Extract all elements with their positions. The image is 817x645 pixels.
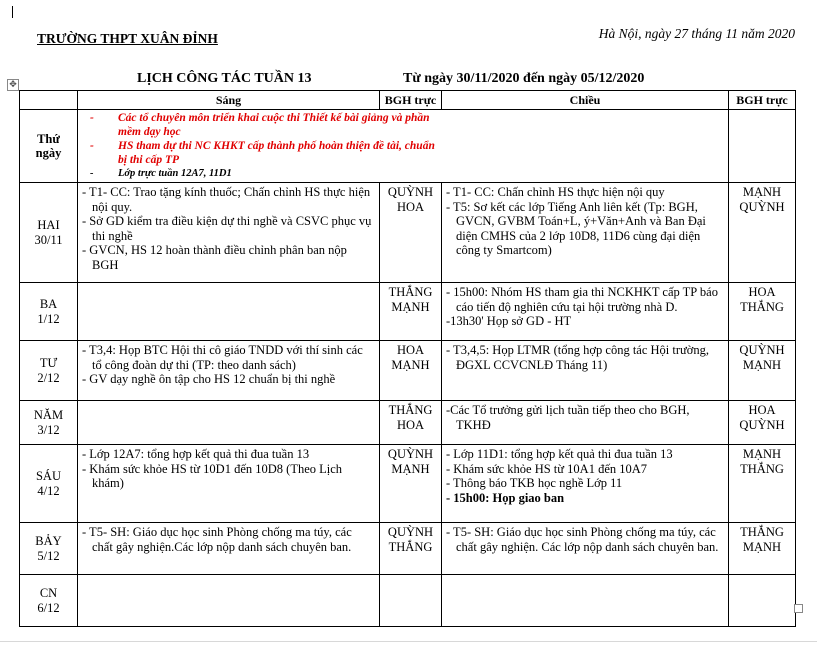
duty-name: MẠNH (391, 461, 430, 476)
week-note: - HS tham dự thi NC KHKT cấp thành phố hoàn thiện đề tài, chuẩn bị thi cấp TP (90, 140, 435, 166)
week-notes-cell (78, 110, 442, 183)
schedule-row (20, 183, 796, 283)
duty-name: HOA (396, 417, 425, 432)
duty-name: QUỲNH (739, 199, 785, 214)
header-morning: Sáng (78, 91, 380, 110)
activity-item: -Các Tổ trưởng gửi lịch tuần tiếp theo cho BGH, TKHĐ (446, 403, 690, 432)
bgh-afternoon-cell (729, 401, 796, 445)
week-notes-afternoon (442, 110, 729, 183)
duty-name: MẠNH (742, 185, 782, 199)
header-bgh-afternoon: BGH trực (729, 91, 796, 110)
day-cell (20, 283, 78, 341)
schedule-row (20, 523, 796, 575)
day-name: CN (39, 586, 58, 600)
bgh-afternoon-cell (729, 445, 796, 523)
duty-name: QUỲNH (739, 343, 785, 357)
activity-item: - 15h00: Nhóm HS tham gia thi NCKHKT cấp TP báo cáo tiến độ nghiên cứu tại hội trường nhà D. (446, 285, 718, 314)
bgh-afternoon-cell (729, 575, 796, 627)
morning-cell (78, 445, 380, 523)
day-date: 2/12 (37, 370, 60, 385)
duty-name: MẠNH (391, 357, 430, 372)
morning-cell (78, 523, 380, 575)
day-name: SÁU (35, 469, 61, 483)
week-note: - Lớp trực tuần 12A7, 11D1 (90, 168, 232, 179)
duty-name: THẮNG (740, 461, 784, 476)
bgh-morning-cell (380, 401, 442, 445)
activity-item: - T5- SH: Giáo dục học sinh Phòng chống ma túy, các chất gây nghiện. Các lớp nộp danh sách chuyên ban. (446, 525, 719, 554)
morning-cell (78, 401, 380, 445)
header-afternoon: Chiều (442, 91, 729, 110)
day-date: 3/12 (37, 422, 60, 437)
week-notes-row (20, 110, 796, 183)
duty-name: THẮNG (388, 403, 433, 417)
day-date: 5/12 (37, 548, 60, 563)
duty-name: MẠNH (742, 447, 782, 461)
duty-name: QUỲNH (739, 417, 785, 432)
bgh-morning-cell (380, 523, 442, 575)
activity-item: - Sở GD kiểm tra điều kiện dự thi nghề và CSVC phục vụ thi nghề (82, 214, 372, 243)
schedule-row (20, 445, 796, 523)
date-range: Từ ngày 30/11/2020 đến ngày 05/12/2020 (403, 71, 645, 86)
activity-item: -13h30' Họp sở GD - HT (446, 314, 572, 328)
day-name: BẢY (35, 534, 62, 548)
activity-item: - T1- CC: Chấn chỉnh HS thực hiện nội quy (446, 185, 665, 199)
table-move-handle-icon[interactable]: ✥ (7, 79, 19, 91)
day-cell (20, 341, 78, 401)
schedule-table (19, 90, 796, 627)
table-header-row (20, 91, 796, 110)
activity-item: - Thông báo TKB học nghề Lớp 11 (446, 476, 623, 490)
duty-name: MẠNH (742, 539, 782, 554)
header-day (20, 91, 78, 110)
day-cell (20, 523, 78, 575)
bgh-afternoon-cell (729, 341, 796, 401)
day-cell (20, 401, 78, 445)
duty-name: HOA (396, 199, 425, 214)
duty-name: THẮNG (388, 539, 433, 554)
morning-cell (78, 183, 380, 283)
duty-name: HOA (748, 285, 776, 299)
activity-item: - T1- CC: Trao tặng kính thuốc; Chấn chỉnh HS thực hiện nội quy. (82, 185, 371, 214)
day-date: 30/11 (34, 232, 63, 247)
school-name: TRƯỜNG THPT XUÂN ĐỈNH (37, 31, 218, 46)
duty-name: HOA (396, 343, 425, 357)
afternoon-cell (442, 575, 729, 627)
bgh-morning-cell (380, 575, 442, 627)
activity-item: - GVCN, HS 12 hoàn thành điều chỉnh phân ban nộp BGH (82, 243, 347, 272)
bgh-afternoon-cell (729, 183, 796, 283)
week-notes-bgh (729, 110, 796, 183)
morning-cell (78, 575, 380, 627)
duty-name: HOA (748, 403, 776, 417)
duty-name: MẠNH (391, 299, 430, 314)
duty-name: THẮNG (740, 299, 784, 314)
day-cell (20, 445, 78, 523)
activity-item: - T3,4: Họp BTC Hội thi cô giáo TNDD với thí sinh các tổ công đoàn dự thi (TP: theo danh sách) (82, 343, 363, 372)
activity-item: - Khám sức khỏe HS từ 10D1 đến 10D8 (Theo Lịch khám) (82, 461, 343, 490)
duty-name: QUỲNH (387, 185, 434, 199)
day-label-cell: Thứ ngày (20, 110, 78, 183)
morning-cell (78, 341, 380, 401)
bgh-morning-cell (380, 341, 442, 401)
activity-item: - Khám sức khỏe HS từ 10A1 đến 10A7 (446, 461, 648, 476)
afternoon-cell (442, 523, 729, 575)
afternoon-cell (442, 183, 729, 283)
date-line: Hà Nội, ngày 27 tháng 11 năm 2020 (598, 26, 795, 41)
activity-item: - Lớp 12A7: tổng hợp kết quả thi đua tuần 13 (82, 447, 310, 461)
duty-name: QUỲNH (387, 447, 434, 461)
afternoon-cell (442, 341, 729, 401)
table-resize-handle[interactable] (794, 604, 803, 613)
activity-item: - T5: Sơ kết các lớp Tiếng Anh liên kết (Tp: BGH, GVCN, GVBM Toán+L, ý+Văn+Anh và Ban Đại diện CMHS của 2 lớp 10D8, 11D6 cùng đại diện công ty Smartcom) (446, 199, 706, 257)
page-bottom-divider (0, 641, 817, 642)
activity-item: - GV dạy nghề ôn tập cho HS 12 chuẩn bị thi nghề (82, 372, 336, 386)
day-name: TƯ (39, 356, 58, 370)
day-date: 6/12 (37, 600, 60, 615)
schedule-row (20, 283, 796, 341)
schedule-row (20, 401, 796, 445)
bgh-morning-cell (380, 445, 442, 523)
activity-item: - T5- SH: Giáo dục học sinh Phòng chống ma túy, các chất gây nghiện.Các lớp nộp danh sách chuyên ban. (82, 525, 352, 554)
bgh-afternoon-cell (729, 523, 796, 575)
day-cell (20, 575, 78, 627)
duty-name: THẮNG (740, 525, 784, 539)
activity-item: - 15h00: Họp giao ban (446, 490, 565, 505)
afternoon-cell (442, 283, 729, 341)
duty-name: THẮNG (388, 285, 433, 299)
day-name: HAI (37, 218, 60, 232)
week-note: - Các tổ chuyên môn triển khai cuộc thi Thiết kế bài giảng và phần mềm dạy học (90, 112, 430, 138)
schedule-row (20, 575, 796, 627)
day-cell (20, 183, 78, 283)
page-title: LỊCH CÔNG TÁC TUẦN 13 (137, 71, 312, 86)
activity-item: - T3,4,5: Họp LTMR (tổng hợp công tác Hội trường, ĐGXL CCVCNLĐ Tháng 11) (446, 343, 710, 372)
day-name: NĂM (33, 408, 64, 422)
activity-item: - Lớp 11D1: tổng hợp kết quả thi đua tuần 13 (446, 447, 673, 461)
bgh-morning-cell (380, 283, 442, 341)
day-date: 4/12 (37, 483, 60, 498)
bgh-morning-cell (380, 183, 442, 283)
morning-cell (78, 283, 380, 341)
schedule-row (20, 341, 796, 401)
day-name: BA (39, 297, 58, 311)
day-date: 1/12 (37, 311, 60, 326)
header-bgh-morning: BGH trực (380, 91, 442, 110)
afternoon-cell (442, 401, 729, 445)
text-cursor (12, 6, 13, 18)
afternoon-cell (442, 445, 729, 523)
duty-name: QUỲNH (387, 525, 434, 539)
bgh-afternoon-cell (729, 283, 796, 341)
duty-name: MẠNH (742, 357, 782, 372)
